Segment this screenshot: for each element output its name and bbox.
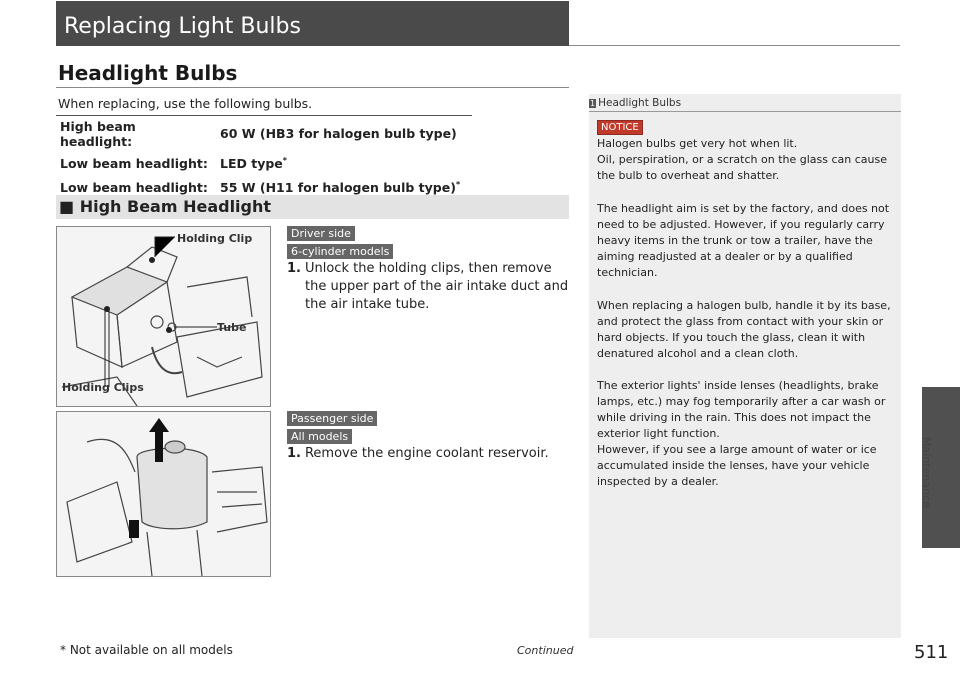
sidebar-paragraph: The headlight aim is set by the factory, and does not need to be adjusted. However, if you regularly carry heavy items in the trunk or tow a trailer, have the aiming readjusted at a dealer or by a qualified technician.	[597, 202, 890, 279]
sidebar-paragraph: Halogen bulbs get very hot when lit. Oil, perspiration, or a scratch on the glass can cause the bulb to overheat and shatter.	[597, 137, 887, 182]
bulb-table	[56, 115, 472, 200]
bulb-value: 55 W (H11 for halogen bulb type)*	[216, 175, 472, 200]
badge-all-models: All models	[287, 429, 352, 444]
table-row	[56, 116, 472, 152]
square-marker-icon: ■	[59, 197, 75, 216]
bulb-value: 60 W (HB3 for halogen bulb type)	[216, 116, 472, 152]
step-text: Unlock the holding clips, then remove the upper part of the air intake duct and the air intake tube.	[304, 261, 569, 312]
chapter-tab-label: Maintenance	[920, 437, 933, 508]
continued-label: Continued	[517, 644, 574, 657]
bulb-label: Low beam headlight:	[60, 156, 208, 171]
sidebar-paragraph: When replacing a halogen bulb, handle it by its base, and protect the glass from contact with your skin or hard objects. If you touch the glass, clean it with denatured alcohol and a clean cloth.	[597, 299, 891, 360]
label-tube: Tube	[217, 321, 247, 334]
sidebar-paragraph: The exterior lights' inside lenses (headlights, brake lamps, etc.) may fog temporarily after a car wash or while driving in the rain. This does not impact the exterior light function. However, if you see a large amount of water or ice accumulated inside the lenses, have your vehicle inspected by a dealer.	[597, 379, 886, 488]
section-rule	[56, 87, 569, 88]
page-title: Replacing Light Bulbs	[64, 14, 301, 39]
bulb-value: LED type*	[220, 155, 287, 172]
badge-passenger-side: Passenger side	[287, 411, 377, 426]
sidebar-heading: 1 Headlight Bulbs	[590, 97, 682, 109]
engine-illustration-passenger	[57, 412, 270, 576]
engine-illustration-driver	[57, 227, 270, 406]
title-rule	[569, 45, 900, 46]
badge-6-cylinder: 6-cylinder models	[287, 244, 393, 259]
bulb-label: Low beam headlight:	[56, 175, 216, 200]
step-text: Remove the engine coolant reservoir.	[304, 446, 549, 461]
table-row	[56, 151, 472, 175]
figure-coolant-reservoir	[56, 411, 271, 577]
sidebar-rule	[589, 111, 901, 112]
section-title: Headlight Bulbs	[58, 61, 238, 85]
figure-air-intake	[56, 226, 271, 407]
step-driver: 1. Unlock the holding clips, then remove the upper part of the air intake duct and the air intake tube.	[287, 261, 569, 312]
intro-text: When replacing, use the following bulbs.	[58, 96, 313, 111]
badge-driver-side: Driver side	[287, 226, 355, 241]
step-passenger: 1. Remove the engine coolant reservoir.	[287, 446, 549, 461]
page-number: 511	[914, 642, 949, 663]
bulb-label: High beam headlight:	[56, 116, 216, 152]
notice-badge: NOTICE	[597, 120, 643, 135]
footnote: * Not available on all models	[60, 643, 233, 657]
subsection-title: ■ High Beam Headlight	[59, 197, 272, 216]
label-holding-clips: Holding Clips	[62, 381, 144, 394]
label-holding-clip: Holding Clip	[177, 232, 253, 245]
